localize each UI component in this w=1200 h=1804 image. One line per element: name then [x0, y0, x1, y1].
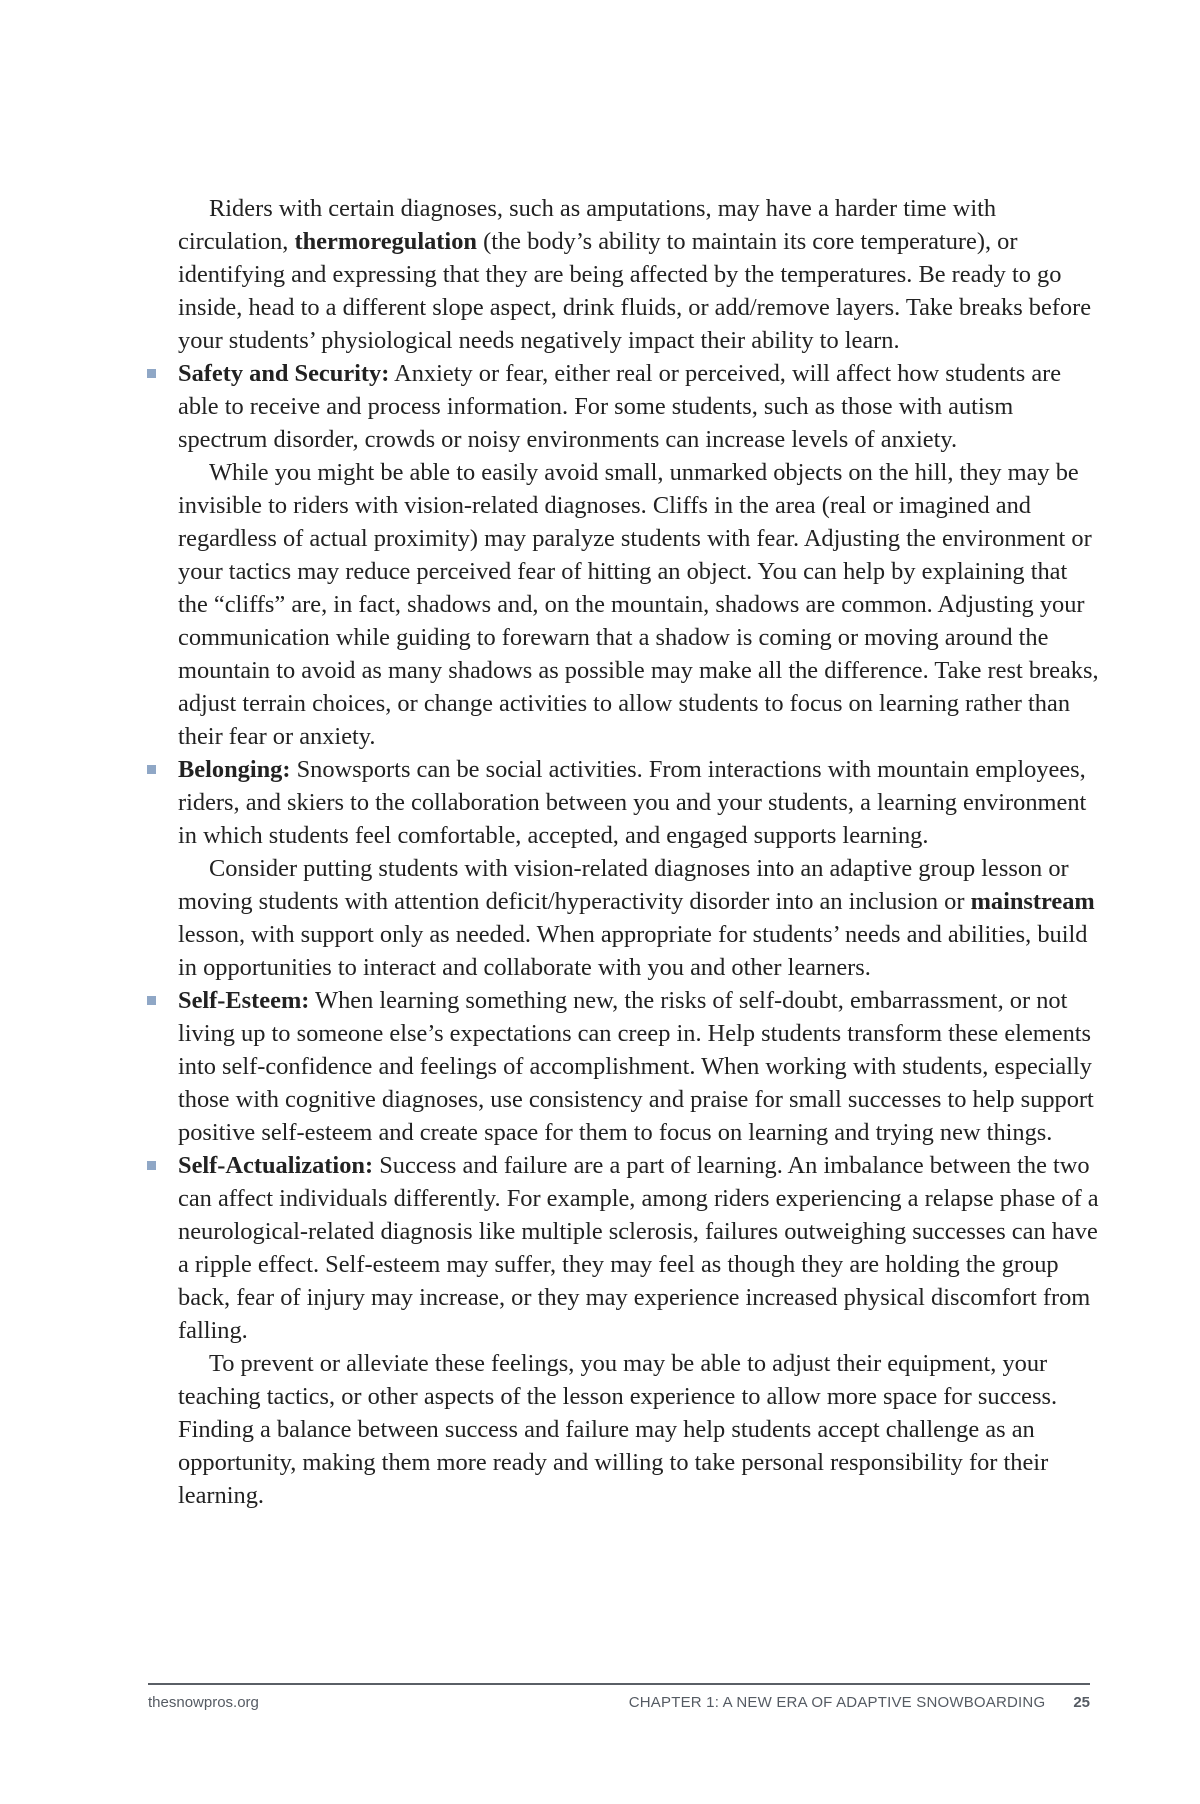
bullet-text: Success and failure are a part of learning. An imbalance between the two can affect individuals differently. For example, among riders experiencing a relapse phase of a neurological-related diagnosis like multiple sclerosis, failures outweighing successes can have a ripple effect. Self-esteem may suffer, they may feel as though they are holding the group back, fear of injury may increase, or they may experience increased physical discomfort from falling. — [178, 1152, 1099, 1344]
bullet-term: Self-Esteem: — [178, 987, 310, 1014]
page-footer — [148, 1694, 1090, 1718]
body-paragraph — [178, 456, 1100, 753]
paragraph-text: lesson, with support only as needed. When appropriate for students’ needs and abilities, build in opportunities to interact and collaborate with you and other learners. — [178, 921, 1088, 981]
glossary-term: thermoregulation — [294, 228, 477, 255]
bullet-term: Belonging: — [178, 756, 291, 783]
bullet-item-self-actualization — [178, 1149, 1100, 1347]
square-bullet-icon — [147, 369, 156, 378]
square-bullet-icon — [147, 1161, 156, 1170]
paragraph-text: Consider putting students with vision-related diagnoses into an adaptive group lesson or moving students with attention deficit/hyperactivity disorder into an inclusion or — [178, 855, 1069, 915]
body-paragraph — [178, 1347, 1100, 1512]
bullet-text: Snowsports can be social activities. From interactions with mountain employees, riders, and skiers to the collaboration between you and your students, a learning environment in which students feel comfortable, accepted, and engaged supports learning. — [178, 756, 1087, 849]
footer-site-link[interactable]: thesnowpros.org — [148, 1694, 259, 1711]
paragraph-text: (the body’s ability to maintain its core temperature), or identifying and expressing that they are being affected by the temperatures. Be ready to go inside, head to a different slope aspect, drink fluids, or add/remove layers. Take breaks before your students’ physiological needs negatively impact their ability to learn. — [178, 228, 1092, 354]
bullet-item-self-esteem — [178, 984, 1100, 1149]
bullet-text: Anxiety or fear, either real or perceived, will affect how students are able to receive and process information. For some students, such as those with autism spectrum disorder, crowds or noisy environments can increase levels of anxiety. — [178, 360, 1062, 453]
bullet-item-belonging — [178, 753, 1100, 852]
bullet-term: Self-Actualization: — [178, 1152, 374, 1179]
page-body — [178, 192, 1100, 1512]
bullet-text: When learning something new, the risks of self-doubt, embarrassment, or not living up to someone else’s expectations can creep in. Help students transform these elements into self-confidence and feelings of accomplishment. When working with students, especially those with cognitive diagnoses, use consistency and praise for small successes to help support positive self-esteem and create space for them to focus on learning and trying new things. — [178, 987, 1094, 1146]
paragraph-text: To prevent or alleviate these feelings, you may be able to adjust their equipment, your teaching tactics, or other aspects of the lesson experience to allow more space for success. Finding a balance between success and failure may help students accept challenge as an opportunity, making them more ready and willing to take personal responsibility for their learning. — [178, 1350, 1058, 1509]
footer-chapter-title: CHAPTER 1: A NEW ERA OF ADAPTIVE SNOWBOARDING — [628, 1694, 1046, 1711]
bullet-term: Safety and Security: — [178, 360, 390, 387]
square-bullet-icon — [147, 996, 156, 1005]
square-bullet-icon — [147, 765, 156, 774]
footer-rule — [148, 1683, 1090, 1685]
footer-right — [629, 1694, 1090, 1711]
bullet-item-safety-and-security — [178, 357, 1100, 456]
body-paragraph — [178, 852, 1100, 984]
paragraph-text: Riders with certain diagnoses, such as amputations, may have a harder time with circulation, — [178, 195, 997, 255]
glossary-term: mainstream — [970, 888, 1095, 915]
body-paragraph — [178, 192, 1100, 357]
paragraph-text: While you might be able to easily avoid small, unmarked objects on the hill, they may be invisible to riders with vision-related diagnoses. Cliffs in the area (real or imagined and regardless of actual proximity) may paralyze students with fear. Adjusting the environment or your tactics may reduce perceived fear of hitting an object. You can help by explaining that the “cliffs” are, in fact, shadows and, on the mountain, shadows are common. Adjusting your communication while guiding to forewarn that a shadow is coming or moving around the mountain to avoid as many shadows as possible may make all the difference. Take rest breaks, adjust terrain choices, or change activities to allow students to focus on learning rather than their fear or anxiety. — [178, 459, 1099, 750]
page-number: 25 — [1073, 1694, 1090, 1711]
